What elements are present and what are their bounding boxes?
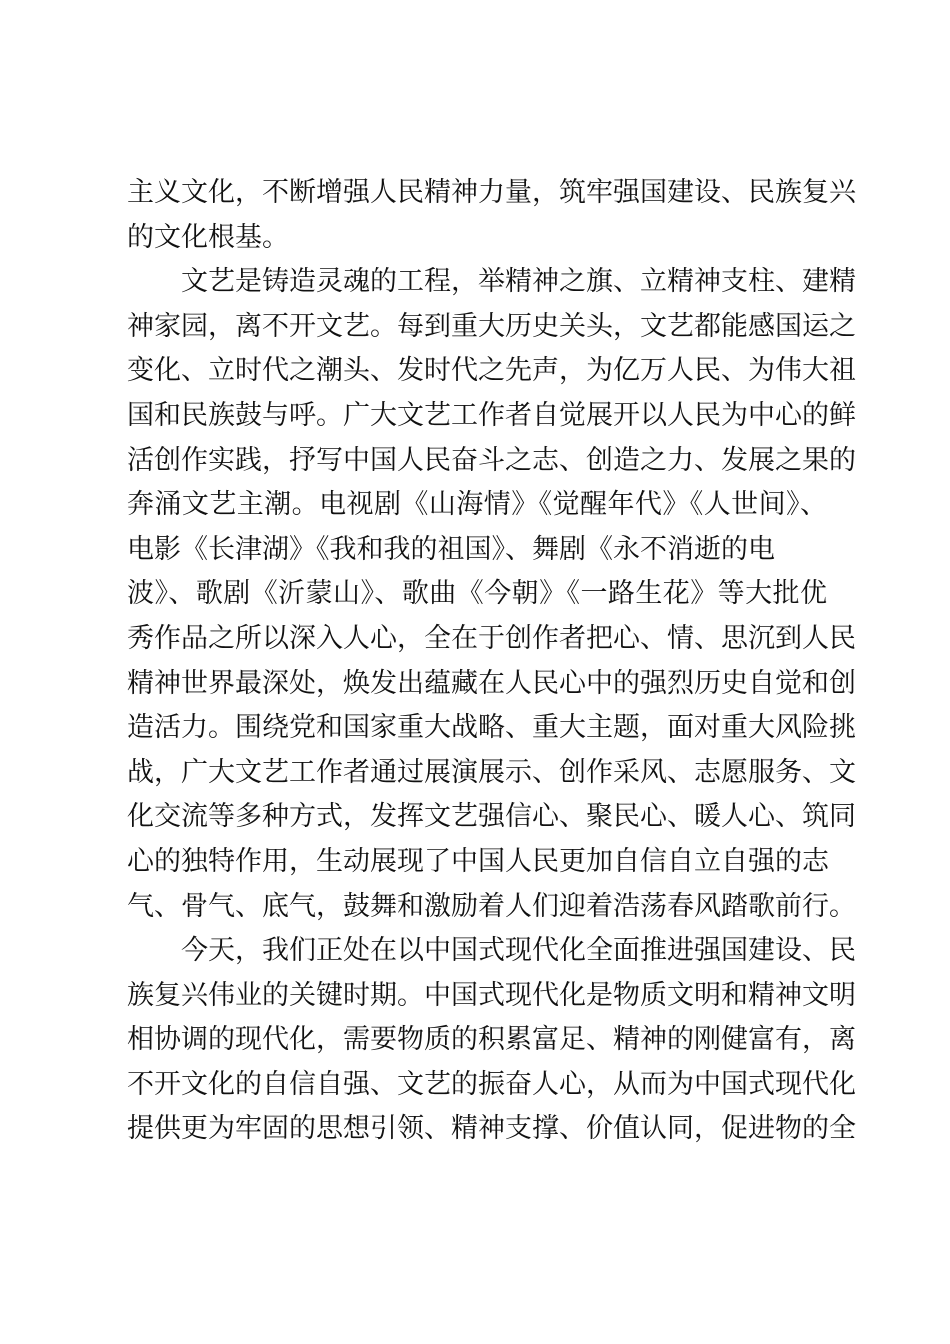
- text-line: 主义文化，不断增强人民精神力量，筑牢强国建设、民族复兴: [127, 177, 856, 208]
- body-text: [127, 171, 856, 1152]
- text-line: 心的独特作用，生动展现了中国人民更加自信自立自强的志: [127, 845, 829, 877]
- text-line: 奔涌文艺主潮。电视剧《山海情》《觉醒年代》《人世间》、: [127, 489, 827, 521]
- paragraph-first-line: 文艺是铸造灵魂的工程，举精神之旗、立精神支柱、建精: [181, 266, 856, 298]
- text-line: 的文化根基。: [127, 221, 289, 253]
- text-line: 战，广大文艺工作者通过展演展示、创作采风、志愿服务、文: [127, 756, 856, 788]
- text-line: 国和民族鼓与呼。广大文艺工作者自觉展开以人民为中心的鲜: [127, 399, 856, 431]
- text-line: 变化、立时代之潮头、发时代之先声，为亿万人民、为伟大祖: [127, 355, 856, 387]
- text-line: 提供更为牢固的思想引领、精神支撑、价值认同，促进物的全: [127, 1113, 856, 1145]
- text-line: 精神世界最深处，焕发出蕴藏在人民心中的强烈历史自觉和创: [127, 667, 856, 699]
- text-line: 气、骨气、底气，鼓舞和激励着人们迎着浩荡春风踏歌前行。: [127, 890, 856, 922]
- text-line: 不开文化的自信自强、文艺的振奋人心，从而为中国式现代化: [127, 1068, 856, 1100]
- text-line: 族复兴伟业的关键时期。中国式现代化是物质文明和精神文明: [127, 979, 856, 1011]
- text-line: 电影《长津湖》《我和我的祖国》、舞剧《永不消逝的电: [127, 533, 775, 565]
- text-line: 神家园，离不开文艺。每到重大历史关头，文艺都能感国运之: [127, 310, 856, 342]
- text-line: 造活力。围绕党和国家重大战略、重大主题，面对重大风险挑: [127, 712, 856, 744]
- text-line: 活创作实践，抒写中国人民奋斗之志、创造之力、发展之果的: [127, 444, 856, 476]
- text-line: 秀作品之所以深入人心，全在于创作者把心、情、思沉到人民: [127, 622, 856, 654]
- text-line: 相协调的现代化，需要物质的积累富足、精神的刚健富有，离: [127, 1024, 856, 1056]
- paragraph-first-line: 今天，我们正处在以中国式现代化全面推进强国建设、民: [181, 935, 856, 967]
- text-line: 化交流等多种方式，发挥文艺强信心、聚民心、暖人心、筑同: [127, 801, 856, 833]
- text-line: 波》、歌剧《沂蒙山》、歌曲《今朝》《一路生花》等大批优: [127, 578, 827, 610]
